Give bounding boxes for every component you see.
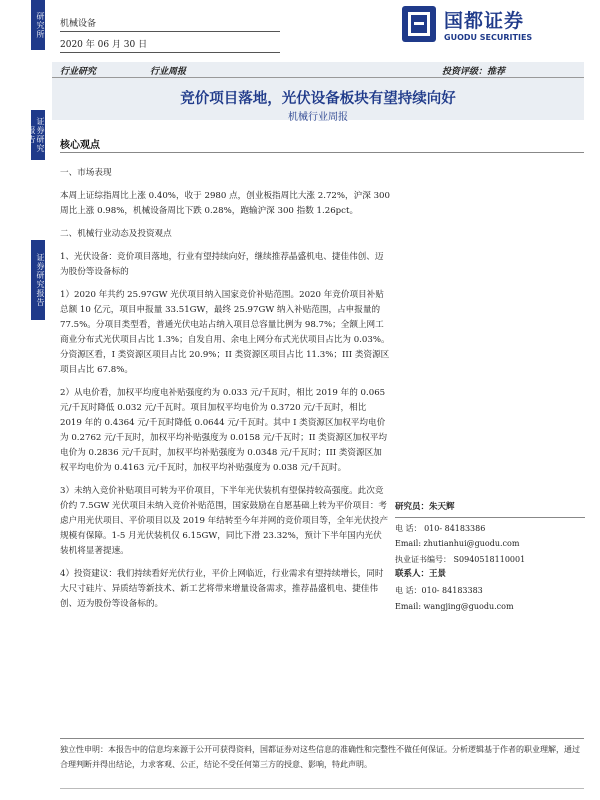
paragraph-pv-point-1: 1）2020 年共约 25.97GW 光伏项目纳入国家竞价补贴范围。2020 年竞价项目补贴总额 10 亿元，项目申报量 33.51GW，最终 25.97GW 纳入补贴范围，占申报量的 77.5%。分项目类型看，普通光伏电站占纳入项目总容量比例为 98.7%；全额上网工商业分布式光伏项目占比 1.3%；自发自用、余电上网分布式光伏项目占比为 0.03%。分资源区看，I 类资源区项目占比 20.9%；II 类资源区项目占比 11.3%；III 类资源区项目占比 67.8%。	[60, 290, 390, 375]
header-divider	[60, 31, 280, 32]
paragraph-pv-point-2: 2）从电价看，加权平均度电补贴强度约为 0.033 元/千瓦时，相比 2019 年的 0.065 元/千瓦时降低 0.032 元/千瓦时。项目加权平均电价为 0.3720 元/千瓦时，相比 2019 年的 0.4364 元/千瓦时降低 0.0644 元/千瓦时。其中 I 类资源区加权平均电价为 0.2762 元/千瓦时，加权平均补贴强度为 0.0158 元/千瓦时；II 类资源区加权平均电价为 0.2836 元/千瓦时，加权平均补贴强度为 0.0348 元/千瓦时；III 类资源区加权平均电价为 0.4163 元/千瓦时，加权平均补贴强度为 0.038 元/千瓦时。	[60, 388, 388, 473]
logo-mark-icon	[402, 6, 436, 42]
analyst-name: 研究员：朱天辉	[395, 502, 455, 512]
report-subtitle: 机械行业周报	[288, 112, 348, 123]
company-logo	[402, 6, 552, 46]
paragraph-pv-point-4: 4）投资建议：我们持续看好光伏行业，平价上网临近，行业需求有望持续增长，同时大尺寸硅片、异质结等新技术、新工艺将带来增量设备需求，推荐晶盛机电、捷佳伟创、迈为股份等设备标的。	[60, 569, 384, 609]
analyst-divider	[395, 517, 585, 518]
paragraph-pv-point-3: 3）未纳入竞价补贴项目可转为平价项目，下半年光伏装机有望保持较高强度。此次竞价约 7.5GW 光伏项目未纳入竞价补贴范围，国家鼓励在自愿基础上转为平价项目：考虑户用光伏项目、平价项目以及 2019 年结转至今年并网的竞价项目等，全年光伏投产规模有保障。1-5 月光伏装机仅 6.15GW，同比下滑 23.32%，预计下半年国内光伏装机将显著提速。	[60, 486, 389, 556]
disclaimer-divider	[60, 738, 584, 739]
band-label-weekly: 行业周报	[150, 67, 187, 77]
band-label-research: 行业研究	[60, 67, 97, 77]
sidebar-tab-institute: 研究所	[31, 0, 45, 50]
paragraph-pv-summary: 1、光伏设备：竞价项目落地，行业有望持续向好，继续推荐晶盛机电、捷佳伟创、迈为股份等设备标的	[60, 252, 384, 277]
main-body	[60, 160, 390, 612]
title-band	[52, 62, 584, 123]
independence-disclaimer: 独立性申明：本报告中的信息均来源于公开可获得资料，国都证券对这些信息的准确性和完整性不做任何保证。分析逻辑基于作者的职业理解，通过合理判断并得出结论，力求客观、公正，结论不受任何第三方的授意、影响，特此声明。	[60, 745, 580, 769]
analyst-email: Email: zhutianhui@guodu.com	[395, 539, 520, 549]
section-heading-industry: 二、机械行业动态及投资观点	[60, 229, 172, 239]
logo-text-en: GUODU SECURITIES	[444, 33, 533, 42]
industry-category: 机械设备	[60, 19, 97, 29]
paragraph-market: 本周上证综指周比上涨 0.40%，收于 2980 点，创业板指周比大涨 2.72%，沪深 300 周比上涨 0.98%，机械设备周比下跌 0.28%，跑输沪深 300 指数 1.26pct。	[60, 191, 390, 216]
sidebar-tab-report-2: 证券研究报告	[31, 240, 45, 320]
footer-divider	[60, 788, 584, 789]
band-label-rating: 投资评级：推荐	[442, 67, 506, 77]
contact-email: Email: wangjing@guodu.com	[395, 601, 514, 611]
logo-text-cn: 国都证券	[444, 10, 525, 32]
header-divider-2	[60, 52, 280, 53]
report-title: 竞价项目落地，光伏设备板块有望持续向好	[180, 91, 456, 107]
core-viewpoint-heading: 核心观点	[60, 140, 100, 151]
analyst-panel	[395, 500, 585, 614]
section-heading-market: 一、市场表现	[60, 168, 112, 178]
analyst-phone: 电 话： 010- 84183386	[395, 523, 486, 533]
sidebar-tab-report: 证券研究报告	[31, 110, 45, 160]
report-date: 2020 年 06 月 30 日	[60, 40, 148, 50]
left-sidebar	[0, 0, 47, 800]
contact-phone: 电 话：010- 84183383	[395, 585, 483, 595]
contact-name: 联系人：王景	[395, 569, 447, 580]
core-divider	[60, 152, 584, 153]
analyst-certificate: 执业证书编号： S0940518110001	[395, 554, 526, 564]
band-header-bar	[52, 62, 584, 78]
